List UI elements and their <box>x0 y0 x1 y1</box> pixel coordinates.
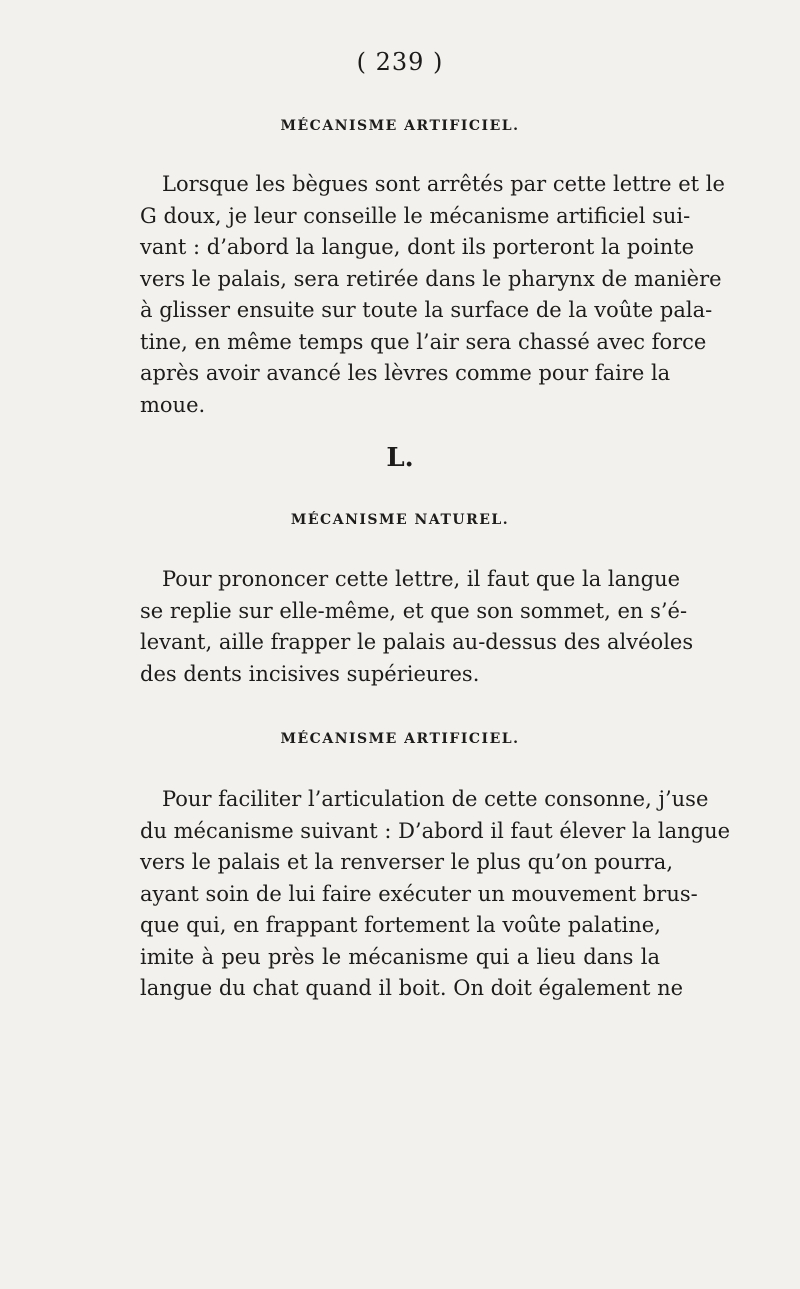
section-heading-artificial-2: MÉCANISME ARTIFICIEL. <box>280 731 520 747</box>
paragraph-natural <box>140 564 694 690</box>
text-line: langue du chat quand il boit. On doit également ne <box>140 976 684 1000</box>
text-line: moue. <box>140 392 206 417</box>
text-line: G doux, je leur conseille le mécanisme artificiel sui- <box>140 203 691 228</box>
text-line: vers le palais, sera retirée dans le pharynx de manière <box>140 266 722 291</box>
text-line: tine, en même temps que l’air sera chassé avec force <box>140 329 707 354</box>
section-heading-artificial-1: MÉCANISME ARTIFICIEL. <box>280 118 520 134</box>
text-line: Lorsque les bègues sont arrêtés par cette lettre et le <box>162 172 725 196</box>
text-line: après avoir avancé les lèvres comme pour faire la <box>140 361 671 385</box>
text-line: que qui, en frappant fortement la voûte palatine, <box>140 913 661 937</box>
text-line: à glisser ensuite sur toute la surface de la voûte pala- <box>140 298 713 322</box>
paragraph-artificial-1 <box>140 169 725 421</box>
text-line: Pour faciliter l’articulation de cette consonne, j’use <box>162 787 709 811</box>
text-line: Pour prononcer cette lettre, il faut que la langue <box>162 567 681 591</box>
text-line: vers le palais et la renverser le plus qu’on pourra, <box>140 850 673 874</box>
text-line: se replie sur elle-même, et que son sommet, en s’é- <box>140 598 688 623</box>
text-line: vant : d’abord la langue, dont ils porteront la pointe <box>140 235 695 259</box>
text-line: imite à peu près le mécanisme qui a lieu dans la <box>140 944 660 969</box>
page-number: ( 239 ) <box>356 48 444 76</box>
text-line: ayant soin de lui faire exécuter un mouvement brus- <box>140 881 698 906</box>
text-line: des dents incisives supérieures. <box>140 661 480 686</box>
section-heading-natural: MÉCANISME NATUREL. <box>290 512 510 528</box>
paragraph-artificial-2 <box>140 784 731 1005</box>
letter-heading: L. <box>386 443 414 473</box>
text-line: levant, aille frapper le palais au-dessus des alvéoles <box>140 630 694 654</box>
text-line: du mécanisme suivant : D’abord il faut élever la langue <box>140 818 731 843</box>
